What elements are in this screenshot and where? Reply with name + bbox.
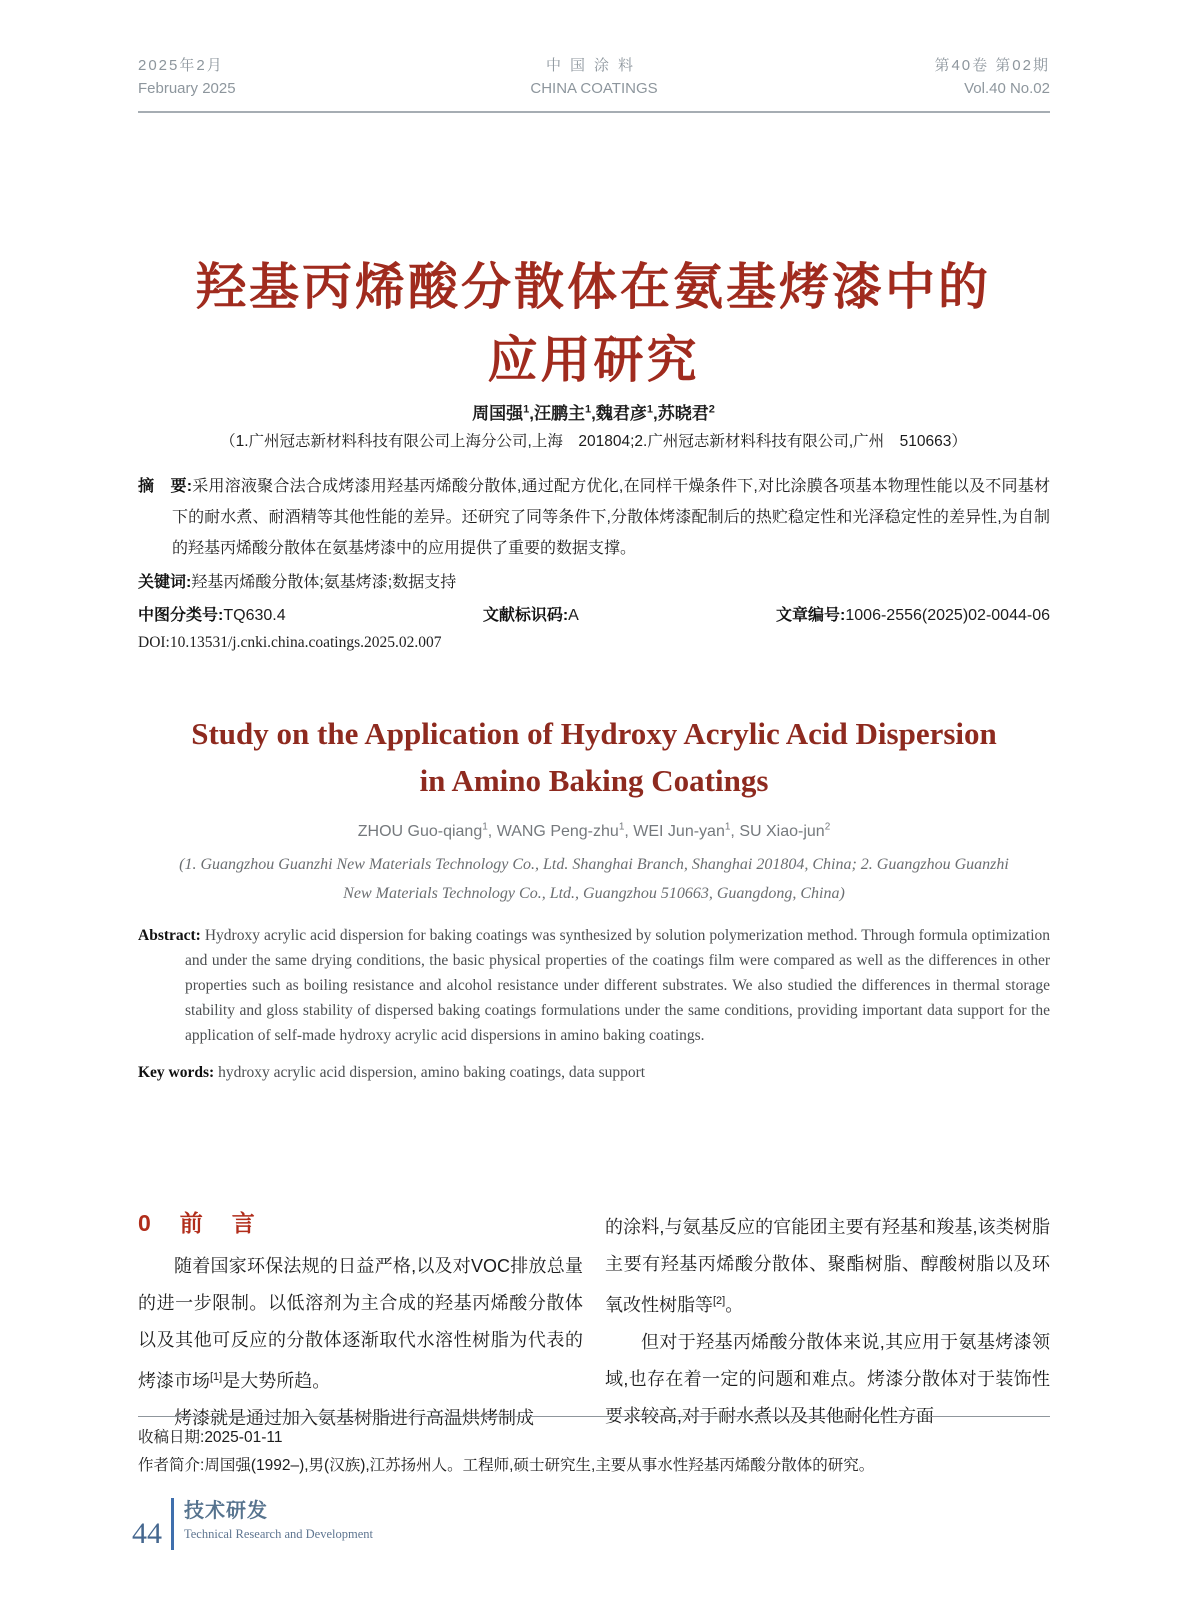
author-en-4-name: SU Xiao-jun <box>739 823 825 841</box>
journal-name-zh: 中国涂料 <box>545 57 642 74</box>
authors-en <box>138 822 1050 841</box>
page-number: 44 <box>132 1517 162 1550</box>
article-id-value: 1006-2556(2025)02-0044-06 <box>845 607 1050 624</box>
author-zh-4 <box>658 404 715 423</box>
header-divider <box>138 111 1050 113</box>
footnote-block <box>138 1416 1050 1480</box>
author-sep: , <box>624 823 634 841</box>
keywords-zh-text: 羟基丙烯酸分散体;氨基烤漆;数据支持 <box>191 574 457 591</box>
received-date <box>138 1424 1050 1452</box>
clc-label: 中图分类号: <box>138 607 224 624</box>
footnote-divider <box>138 1416 1050 1417</box>
author-zh-4-name: 苏晓君 <box>657 404 709 423</box>
author-en-4-sup: 2 <box>824 822 831 833</box>
author-en-1-name: ZHOU Guo-qiang <box>357 823 483 841</box>
document-code-label: 文献标识码: <box>482 607 569 624</box>
doi: DOI:10.13531/j.cnki.china.coatings.2025.02.007 <box>138 634 442 651</box>
article-title-zh-line1: 羟基丙烯酸分散体在氨基烤漆中的 <box>196 259 991 315</box>
english-block <box>138 710 1050 1097</box>
affiliation-en <box>138 850 1050 908</box>
author-sep: , <box>529 404 534 423</box>
section-heading-0: 0 前 言 <box>138 1210 258 1236</box>
author-bio-label: 作者简介: <box>138 1457 205 1474</box>
author-zh-2 <box>534 404 596 423</box>
clc-number <box>138 602 286 625</box>
abstract-meta-block <box>138 471 1050 652</box>
header-journal-name <box>366 54 822 100</box>
intro-paragraph-3: 但对于羟基丙烯酸分散体来说,其应用于氨基烤漆领域,也存在着一定的问题和难点。烤漆分散体对于装饰性要求较高,对于耐水煮以及其他耐化性方面 <box>605 1332 1050 1426</box>
journal-header <box>138 54 1050 100</box>
author-en-2 <box>497 823 634 840</box>
author-zh-3 <box>596 404 658 423</box>
document-code <box>483 602 579 625</box>
abstract-zh-text: 采用溶液聚合法合成烤漆用羟基丙烯酸分散体,通过配方优化,在同样干燥条件下,对比涂膜各项基本物理性能以及不同基材下的耐水煮、耐酒精等其他性能的差异。还研究了同等条件下,分散体烤漆配制后的热贮稳定性和光泽稳定性的差异性,为自制的羟基丙烯酸分散体在氨基烤漆中的应用提供了重要的数据支撑。 <box>172 478 1050 557</box>
keywords-en-label: Key words: <box>138 1063 215 1081</box>
abstract-en <box>138 923 1050 1048</box>
header-date-zh: 2025年2月 <box>138 57 224 74</box>
article-id <box>776 602 1050 625</box>
footer-column-title <box>184 1498 373 1550</box>
intro-paragraph-1-text: 随着国家环保法规的日益严格,以及对VOC排放总量的进一步限制。以低溶剂为主合成的羟基丙烯酸分散体以及其他可反应的分散体逐渐取代水溶性树脂为代表的烤漆市场 <box>138 1256 583 1391</box>
author-zh-3-name: 魏君彦 <box>595 404 647 423</box>
keywords-zh <box>138 569 1050 592</box>
abstract-en-text: Hydroxy acrylic acid dispersion for baking coatings was synthesized by solution polymerization method. Through formula optimization and under the same drying conditions, the basic physical properties of the coatings film were compared as well as the differences in other properties such as boiling resistance and alcohol resistance under different substrates. We also studied the differences in thermal storage stability and gloss stability of dispersed baking coatings formulations under the same conditions, providing important data support for the application of self-made hydroxy acrylic acid dispersions in amino baking coatings. <box>185 927 1050 1045</box>
abstract-zh <box>138 471 1050 564</box>
article-title-en <box>138 710 1050 804</box>
author-sep: , <box>652 404 658 423</box>
body-column-left <box>138 1206 583 1437</box>
author-en-2-name: WANG Peng-zhu <box>496 823 619 841</box>
clc-value: TQ630.4 <box>223 607 286 624</box>
intro-paragraph-2-cont-end: 。 <box>725 1295 744 1315</box>
intro-paragraph-2-continued <box>605 1209 1050 1324</box>
affiliation-zh: （1.广州冠志新材料科技有限公司上海分公司,上海 201804;2.广州冠志新材料科技有限公司,广州 510663） <box>220 433 967 450</box>
body-column-right <box>605 1206 1050 1437</box>
author-en-1 <box>358 823 497 840</box>
author-zh-1-name: 周国强 <box>472 404 524 423</box>
intro-paragraph-2-cont-text: 的涂料,与氨基反应的官能团主要有羟基和羧基,该类树脂主要有羟基丙烯酸分散体、聚酯树脂、醇酸树脂以及环氧改性树脂等 <box>605 1217 1050 1315</box>
author-en-1-sup: 1 <box>482 822 488 833</box>
received-date-label: 收稿日期: <box>138 1429 205 1446</box>
author-zh-3-sup: 1 <box>646 403 653 416</box>
header-issue-en: Vol.40 No.02 <box>964 80 1050 97</box>
affiliation-en-line2: New Materials Technology Co., Ltd., Guangzhou 510663, Guangdong, China) <box>343 885 845 903</box>
keywords-en <box>138 1064 1050 1082</box>
received-date-value: 2025-01-11 <box>204 1429 283 1446</box>
article-title-zh-line2: 应用研究 <box>487 332 700 388</box>
article-title-en-line1: Study on the Application of Hydroxy Acrylic Acid Dispersion <box>191 716 997 751</box>
authors-zh <box>0 399 1187 424</box>
ref-1: [1] <box>210 1371 223 1383</box>
footer-bar <box>171 1498 174 1550</box>
affiliation-en-line1: (1. Guangzhou Guanzhi New Materials Technology Co., Ltd. Shanghai Branch, Shanghai 201804, China; 2. Guangzhou Guanzhi <box>179 856 1009 874</box>
page-footer <box>132 1498 373 1550</box>
body-columns <box>138 1206 1050 1437</box>
header-date-en: February 2025 <box>138 80 236 97</box>
abstract-zh-label: 摘 要: <box>138 478 193 495</box>
author-zh-2-name: 汪鹏主 <box>534 404 585 423</box>
author-sep: , <box>487 823 497 841</box>
article-title-zh <box>0 251 1187 397</box>
author-zh-1-sup: 1 <box>523 403 530 416</box>
ref-2: [2] <box>713 1295 726 1307</box>
author-bio-value: 周国强(1992–),男(汉族),江苏扬州人。工程师,硕士研究生,主要从事水性羟基丙烯酸分散体的研究。 <box>204 1457 875 1474</box>
author-en-3 <box>633 823 739 840</box>
header-issue <box>822 54 1050 100</box>
keywords-en-text: hydroxy acrylic acid dispersion, amino baking coatings, data support <box>218 1063 646 1081</box>
author-en-3-sup: 1 <box>724 822 731 833</box>
author-zh-2-sup: 1 <box>585 403 592 416</box>
author-sep: , <box>730 823 740 841</box>
author-bio <box>138 1452 1050 1480</box>
header-date <box>138 54 366 100</box>
footer-column-zh: 技术研发 <box>184 1500 268 1522</box>
journal-name-en: CHINA COATINGS <box>530 80 658 97</box>
author-zh-1 <box>472 404 534 423</box>
abstract-en-label: Abstract: <box>138 927 201 945</box>
document-code-value: A <box>568 607 579 624</box>
header-issue-zh: 第40卷 第02期 <box>934 57 1050 74</box>
intro-paragraph-1 <box>138 1248 583 1400</box>
author-zh-4-sup: 2 <box>708 403 715 416</box>
keywords-zh-label: 关键词: <box>138 574 192 591</box>
author-en-2-sup: 1 <box>618 822 625 833</box>
intro-paragraph-1-end: 是大势所趋。 <box>222 1371 331 1391</box>
classification-row <box>138 602 1050 625</box>
intro-paragraph-2: 烤漆就是通过加入氨基树脂进行高温烘烤制成 <box>174 1408 534 1428</box>
author-en-3-name: WEI Jun-yan <box>633 823 725 841</box>
footer-column-en: Technical Research and Development <box>184 1527 373 1541</box>
author-sep: , <box>591 404 596 423</box>
article-id-label: 文章编号: <box>776 607 846 624</box>
article-title-en-line2: in Amino Baking Coatings <box>419 763 769 798</box>
author-en-4 <box>739 823 830 840</box>
